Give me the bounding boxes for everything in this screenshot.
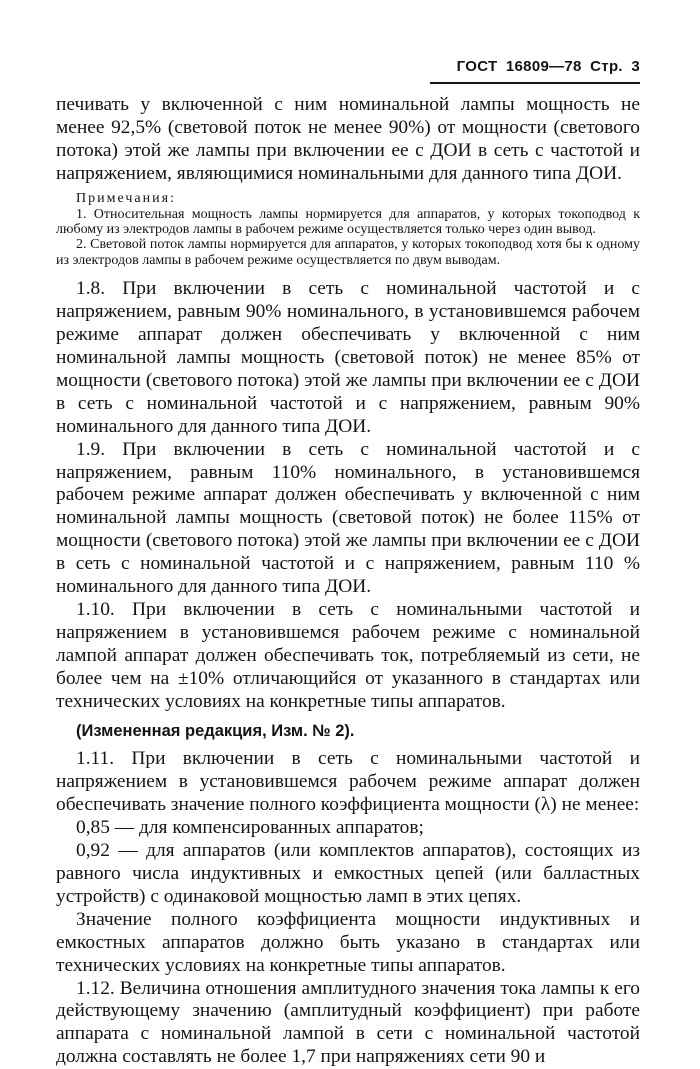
note-1: 1. Относительная мощность лампы нормируется для аппаратов, у которых токоподвод к любому из электродов лампы в рабочем режиме осуществляется только через один вывод. [56, 206, 640, 238]
note-2: 2. Световой поток лампы нормируется для аппаратов, у которых токоподвод хотя бы к одному из электродов лампы в рабочем режиме осуществляется по двум выводам. [56, 237, 640, 268]
paragraph-continuation: печивать у включенной с ним номинальной лампы мощность не менее 92,5% (световой поток не менее 90%) от мощности (светового потока) этой же лампы при включении ее с ДОИ в сеть с частотой и напряжением, являющимися номинальными для данного типа ДОИ. [56, 94, 640, 184]
clause-1-10: 1.10. При включении в сеть с номинальными частотой и напряжением в установившемся рабочем режиме с номинальной лампой аппарат должен обеспечивать ток, потребляемый из сети, не более чем на ±10% отличающийся от указанного в стандартах или технических условиях на конкретные типы аппаратов. [56, 598, 640, 712]
running-header: ГОСТ 16809—78 Стр. 3 [430, 58, 640, 84]
amendment-note: (Измененная редакция, Изм. № 2). [76, 722, 355, 741]
document-body [56, 94, 640, 1069]
clause-1-11: 1.11. При включении в сеть с номинальными частотой и напряжением в установившемся рабочем режиме аппарат должен обеспечивать значение полного коэффициента мощности (λ) не менее: [56, 748, 640, 816]
value-092: 0,92 — для аппаратов (или комплектов аппаратов), состоящих из равного числа индуктивных и емкостных цепей (или балластных устройств) с одинаковой мощностью ламп в этих цепях. [56, 840, 640, 907]
notes-block [56, 190, 640, 269]
power-factor-note: Значение полного коэффициента мощности индуктивных и емкостных аппаратов должно быть указано в стандартах или технических условиях на конкретные типы аппаратов. [56, 908, 640, 976]
notes-heading: Примечания: [76, 190, 176, 206]
document-page [56, 58, 640, 1069]
clause-1-12: 1.12. Величина отношения амплитудного значения тока лампы к его действующему значению (амплитудный коэффициент) при работе аппарата с номинальной лампой в сети с номинальной частотой должна составлять не более 1,7 при напряжениях сети 90 и [56, 977, 640, 1068]
value-085: 0,85 — для компенсированных аппаратов; [76, 817, 424, 839]
clause-1-8: 1.8. При включении в сеть с номинальной частотой и с напряжением, равным 90% номинального, в установившемся рабочем режиме аппарат должен обеспечивать у включенной с ним номинальной лампы мощность (световой поток) не менее 85% от мощности (светового потока) этой же лампы при включении ее с ДОИ в сеть с номинальной частотой и с напряжением, равным 90% номинального для данного типа ДОИ. [56, 278, 640, 437]
clause-1-9: 1.9. При включении в сеть с номинальной частотой и с напряжением, равным 110% номинального, в установившемся рабочем режиме аппарат должен обеспечивать у включенной с ним номинальной лампы мощность (световой поток) не более 115% от мощности (светового потока) этой же лампы при включении ее с ДОИ в сеть с номинальной частотой и с напряжением, равным 110 % номинального для данного типа ДОИ. [56, 438, 640, 598]
